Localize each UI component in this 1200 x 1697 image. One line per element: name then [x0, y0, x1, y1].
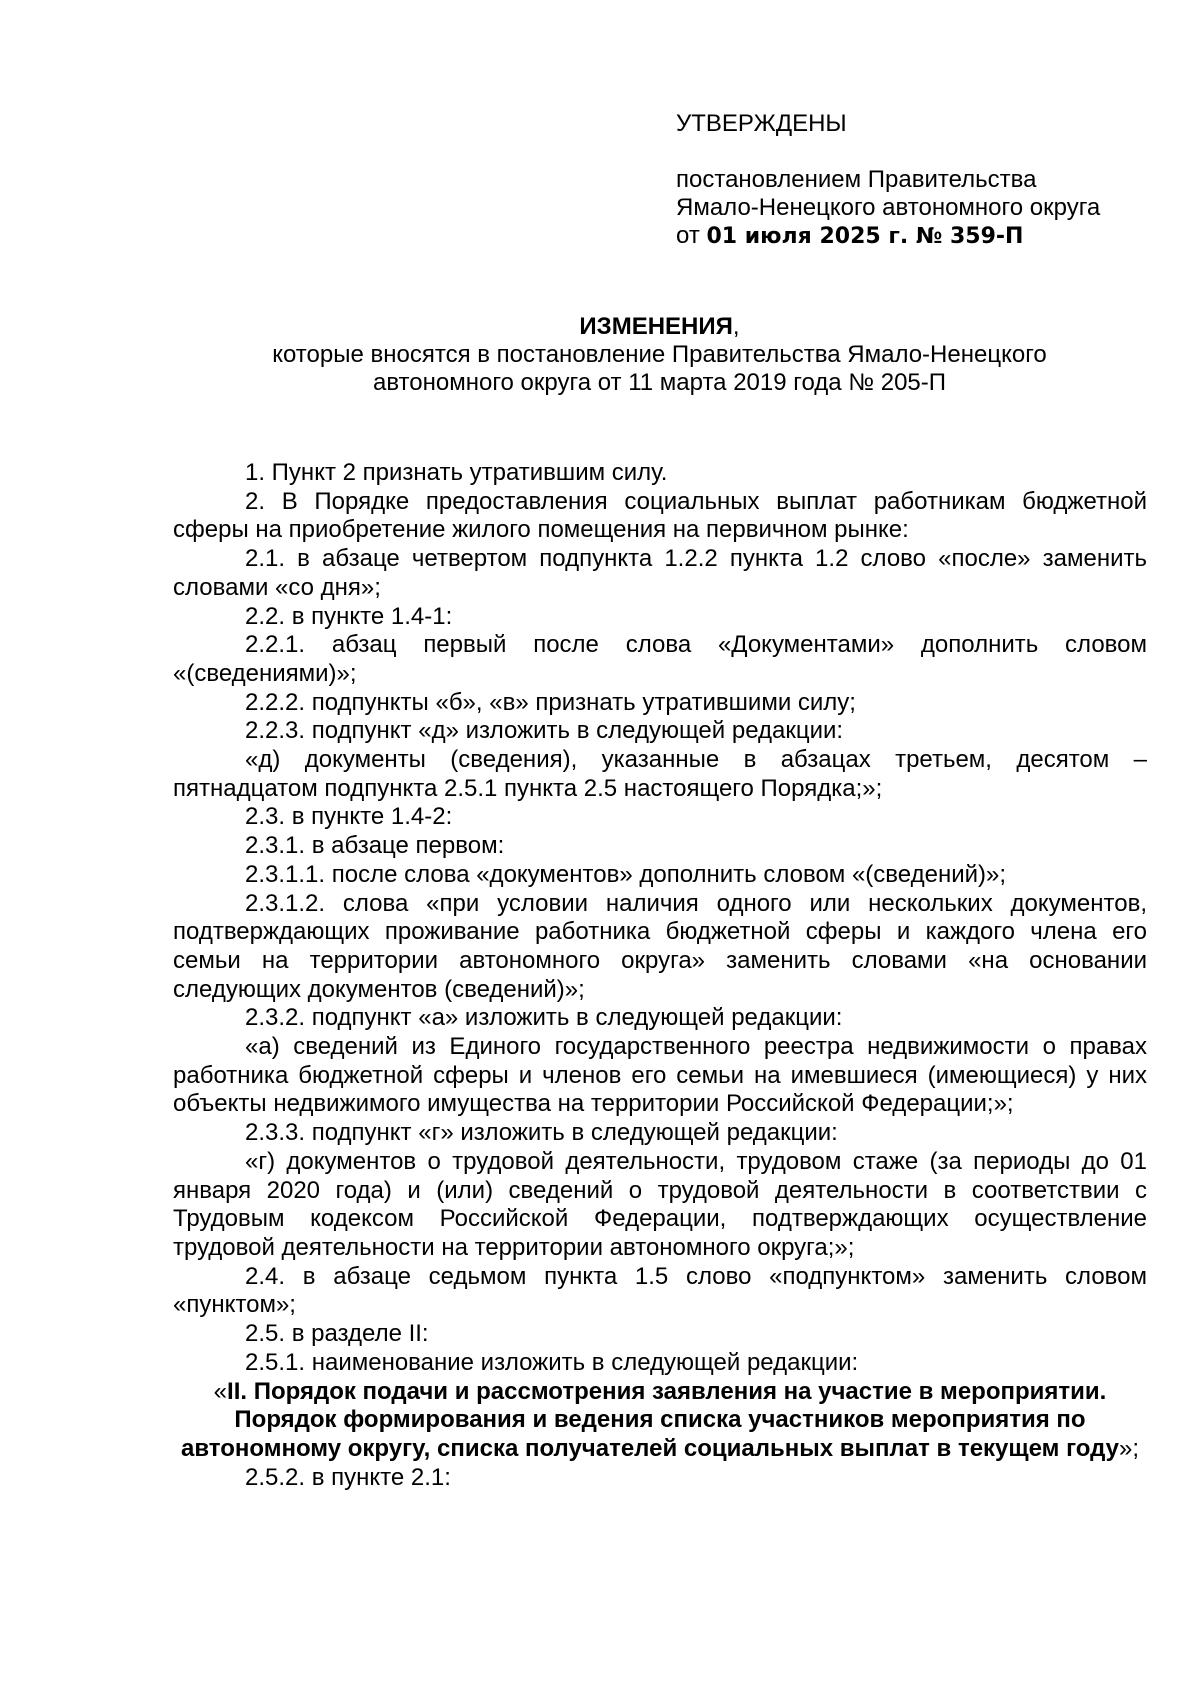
paragraph: 2.3.1.1. после слова «документов» дополнить словом «(сведений)»; [245, 860, 1007, 888]
heading-subtitle: которые вносятся в постановление Правительства Ямало-Ненецкого автономного округа от 11 марта 2019 года № 205-П [272, 341, 1047, 396]
paragraph: 2.3.1.2. слова «при условии наличия одного или нескольких документов, подтверждающих проживание работника бюджетной сферы и каждого члена его семьи на территории автономного округа» заменить словами «на основании следующих документов (сведений)»; [173, 889, 1147, 1003]
heading-title: ИЗМЕНЕНИЯ [579, 313, 733, 340]
paragraph: «д) документы (сведения), указанные в абзацах третьем, десятом – пятнадцатом подпункта 2.5.1 пункта 2.5 настоящего Порядка;»; [173, 746, 1147, 802]
paragraph: «а) сведений из Единого государственного реестра недвижимости о правах работника бюджетной сферы и членов его семьи на имевшиеся (имеющиеся) у них объекты недвижимого имущества на территории Российской Федерации;»; [173, 1033, 1147, 1118]
paragraph: 2.5. в разделе II: [245, 1320, 429, 1348]
paragraph: 2.3.1. в абзаце первом: [245, 832, 505, 860]
paragraph: 2.2.2. подпункты «б», «в» признать утратившими силу; [245, 688, 856, 716]
approval-line-1: постановлением Правительства [676, 166, 1037, 193]
section-title-quote [173, 1378, 1147, 1464]
approval-line-2: Ямало-Ненецкого автономного округа [676, 194, 1101, 221]
approval-date-line [676, 222, 1176, 251]
paragraph: 2. В Порядке предоставления социальных выплат работникам бюджетной сферы на приобретение жилого помещения на первичном рынке: [173, 487, 1147, 544]
paragraph: 2.5.2. в пункте 2.1: [245, 1463, 451, 1491]
approval-date-number: 01 июля 2025 г. № 359-П [706, 224, 1024, 249]
approval-date-prefix: от [676, 222, 707, 249]
paragraph: 2.5.1. наименование изложить в следующей редакции: [245, 1348, 859, 1376]
paragraph: 2.3.2. подпункт «а» изложить в следующей редакции: [245, 1004, 843, 1032]
paragraph: 2.1. в абзаце четвертом подпункта 1.2.2 пункта 1.2 слово «после» заменить словами «со дня»; [173, 545, 1147, 601]
paragraph: 2.4. в абзаце седьмом пункта 1.5 слово «подпунктом» заменить словом «пунктом»; [173, 1262, 1147, 1319]
heading-title-line [172, 313, 1147, 341]
document-heading [172, 313, 1147, 397]
paragraph: 1. Пункт 2 признать утратившим силу. [245, 459, 668, 486]
heading-title-suffix: , [732, 313, 740, 340]
approval-block [676, 110, 1176, 251]
paragraph: 2.3. в пункте 1.4-2: [245, 803, 453, 831]
paragraph: 2.2.3. подпункт «д» изложить в следующей редакции: [245, 717, 844, 745]
paragraph: 2.3.3. подпункт «г» изложить в следующей редакции: [245, 1119, 838, 1147]
quote-open: « [213, 1377, 228, 1405]
document-body [173, 459, 1147, 1492]
section-title: II. Порядок подачи и рассмотрения заявления на участие в мероприятии. Порядок формирования и ведения списка участников мероприятия по автономному округу, списка получателей социальных выплат в текущем году [180, 1377, 1119, 1462]
paragraph: 2.2. в пункте 1.4-1: [245, 602, 453, 630]
paragraph: «г) документов о трудовой деятельности, трудовом стаже (за периоды до 01 января 2020 года) и (или) сведений о трудовой деятельности в соответствии с Трудовым кодексом Российской Федерации, подтверждающих осуществление трудовой деятельности на территории автономного округа;»; [173, 1147, 1147, 1261]
approval-stamp: УТВЕРЖДЕНЫ [676, 110, 847, 137]
paragraph: 2.2.1. абзац первый после слова «Документами» дополнить словом «(сведениями)»; [173, 631, 1147, 687]
quote-close: »; [1119, 1434, 1140, 1462]
